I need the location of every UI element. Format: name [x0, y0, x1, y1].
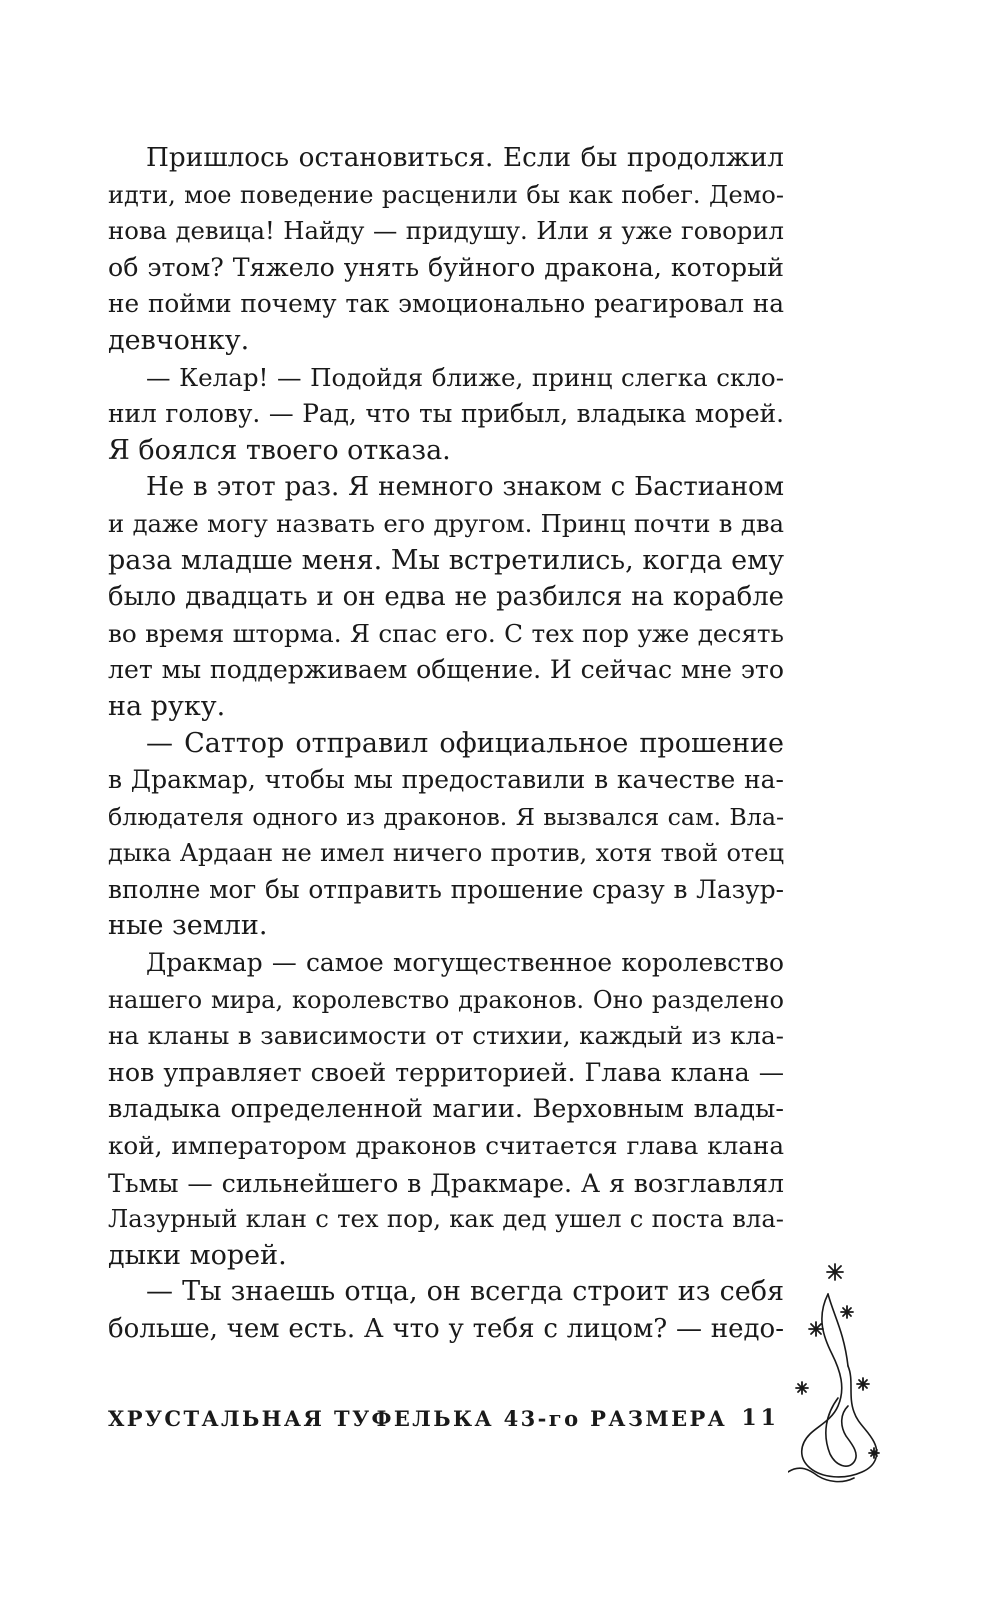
text-line: нова девица! Найду — придушу. Или я уже говорил [108, 216, 784, 246]
text-line: Не в этот раз. Я немного знаком с Бастианом [146, 472, 784, 503]
page-number: 11 [741, 1405, 780, 1431]
text-line: нашего мира, королевство драконов. Оно разделено [108, 985, 784, 1014]
body-text [108, 140, 784, 1348]
text-line: в Дракмар, чтобы мы предоставили в качестве на- [108, 765, 784, 795]
text-line: не пойми почему так эмоционально реагировал на [108, 289, 784, 319]
text-line: блюдателя одного из драконов. Я вызвался сам. Вла- [108, 802, 784, 831]
flame-with-stars-icon [788, 1258, 898, 1488]
text-line: — Ты знаешь отца, он всегда строит из себя [146, 1276, 784, 1308]
text-line: об этом? Тяжело унять буйного дракона, который [108, 252, 784, 282]
text-line: дыки морей. [108, 1239, 287, 1271]
text-line: во время шторма. Я спас его. С тех пор уже десять [108, 618, 784, 648]
running-footer [108, 1400, 784, 1436]
text-line: больше, чем есть. А что у тебя с лицом? — недо- [108, 1314, 784, 1344]
text-line: ные земли. [108, 910, 268, 942]
text-line: и даже могу назвать его другом. Принц почти в два [108, 508, 784, 538]
text-line: владыка определенной магии. Верховным влады- [108, 1094, 784, 1125]
text-line: Я боялся твоего отказа. [108, 434, 451, 466]
text-line: на руку. [108, 690, 226, 722]
text-line: кой, императором драконов считается глава клана [108, 1131, 784, 1161]
text-line: — Келар! — Подойдя ближе, принц слегка скло- [146, 362, 784, 392]
text-line: было двадцать и он едва не разбился на корабле [108, 582, 784, 613]
text-line: раза младше меня. Мы встретились, когда ему [108, 544, 784, 576]
text-line: Дракмар — самое могущественное королевство [146, 948, 784, 978]
text-line: нов управляет своей территорией. Глава клана — [108, 1057, 784, 1087]
text-line: Лазурный клан с тех пор, как дед ушел с поста вла- [108, 1204, 784, 1234]
text-line: нил голову. — Рад, что ты прибыл, владыка морей. [108, 399, 784, 429]
book-title: ХРУСТАЛЬНАЯ ТУФЕЛЬКА 43-го РАЗМЕРА [108, 1405, 728, 1431]
text-line: вполне мог бы отправить прошение сразу в Лазур- [108, 874, 784, 904]
text-line: лет мы поддерживаем общение. И сейчас мне это [108, 655, 784, 685]
text-line: идти, мое поведение расценили бы как побег. Демо- [108, 180, 784, 209]
text-line: — Саттор отправил официальное прошение [146, 727, 784, 759]
text-line: Пришлось остановиться. Если бы продолжил [146, 143, 784, 173]
text-line: девчонку. [108, 324, 250, 356]
text-line: на кланы в зависимости от стихии, каждый из кла- [108, 1021, 784, 1051]
text-line: дыка Ардаан не имел ничего против, хотя твой отец [108, 839, 784, 868]
text-line: Тьмы — сильнейшего в Дракмаре. А я возглавлял [108, 1167, 784, 1198]
